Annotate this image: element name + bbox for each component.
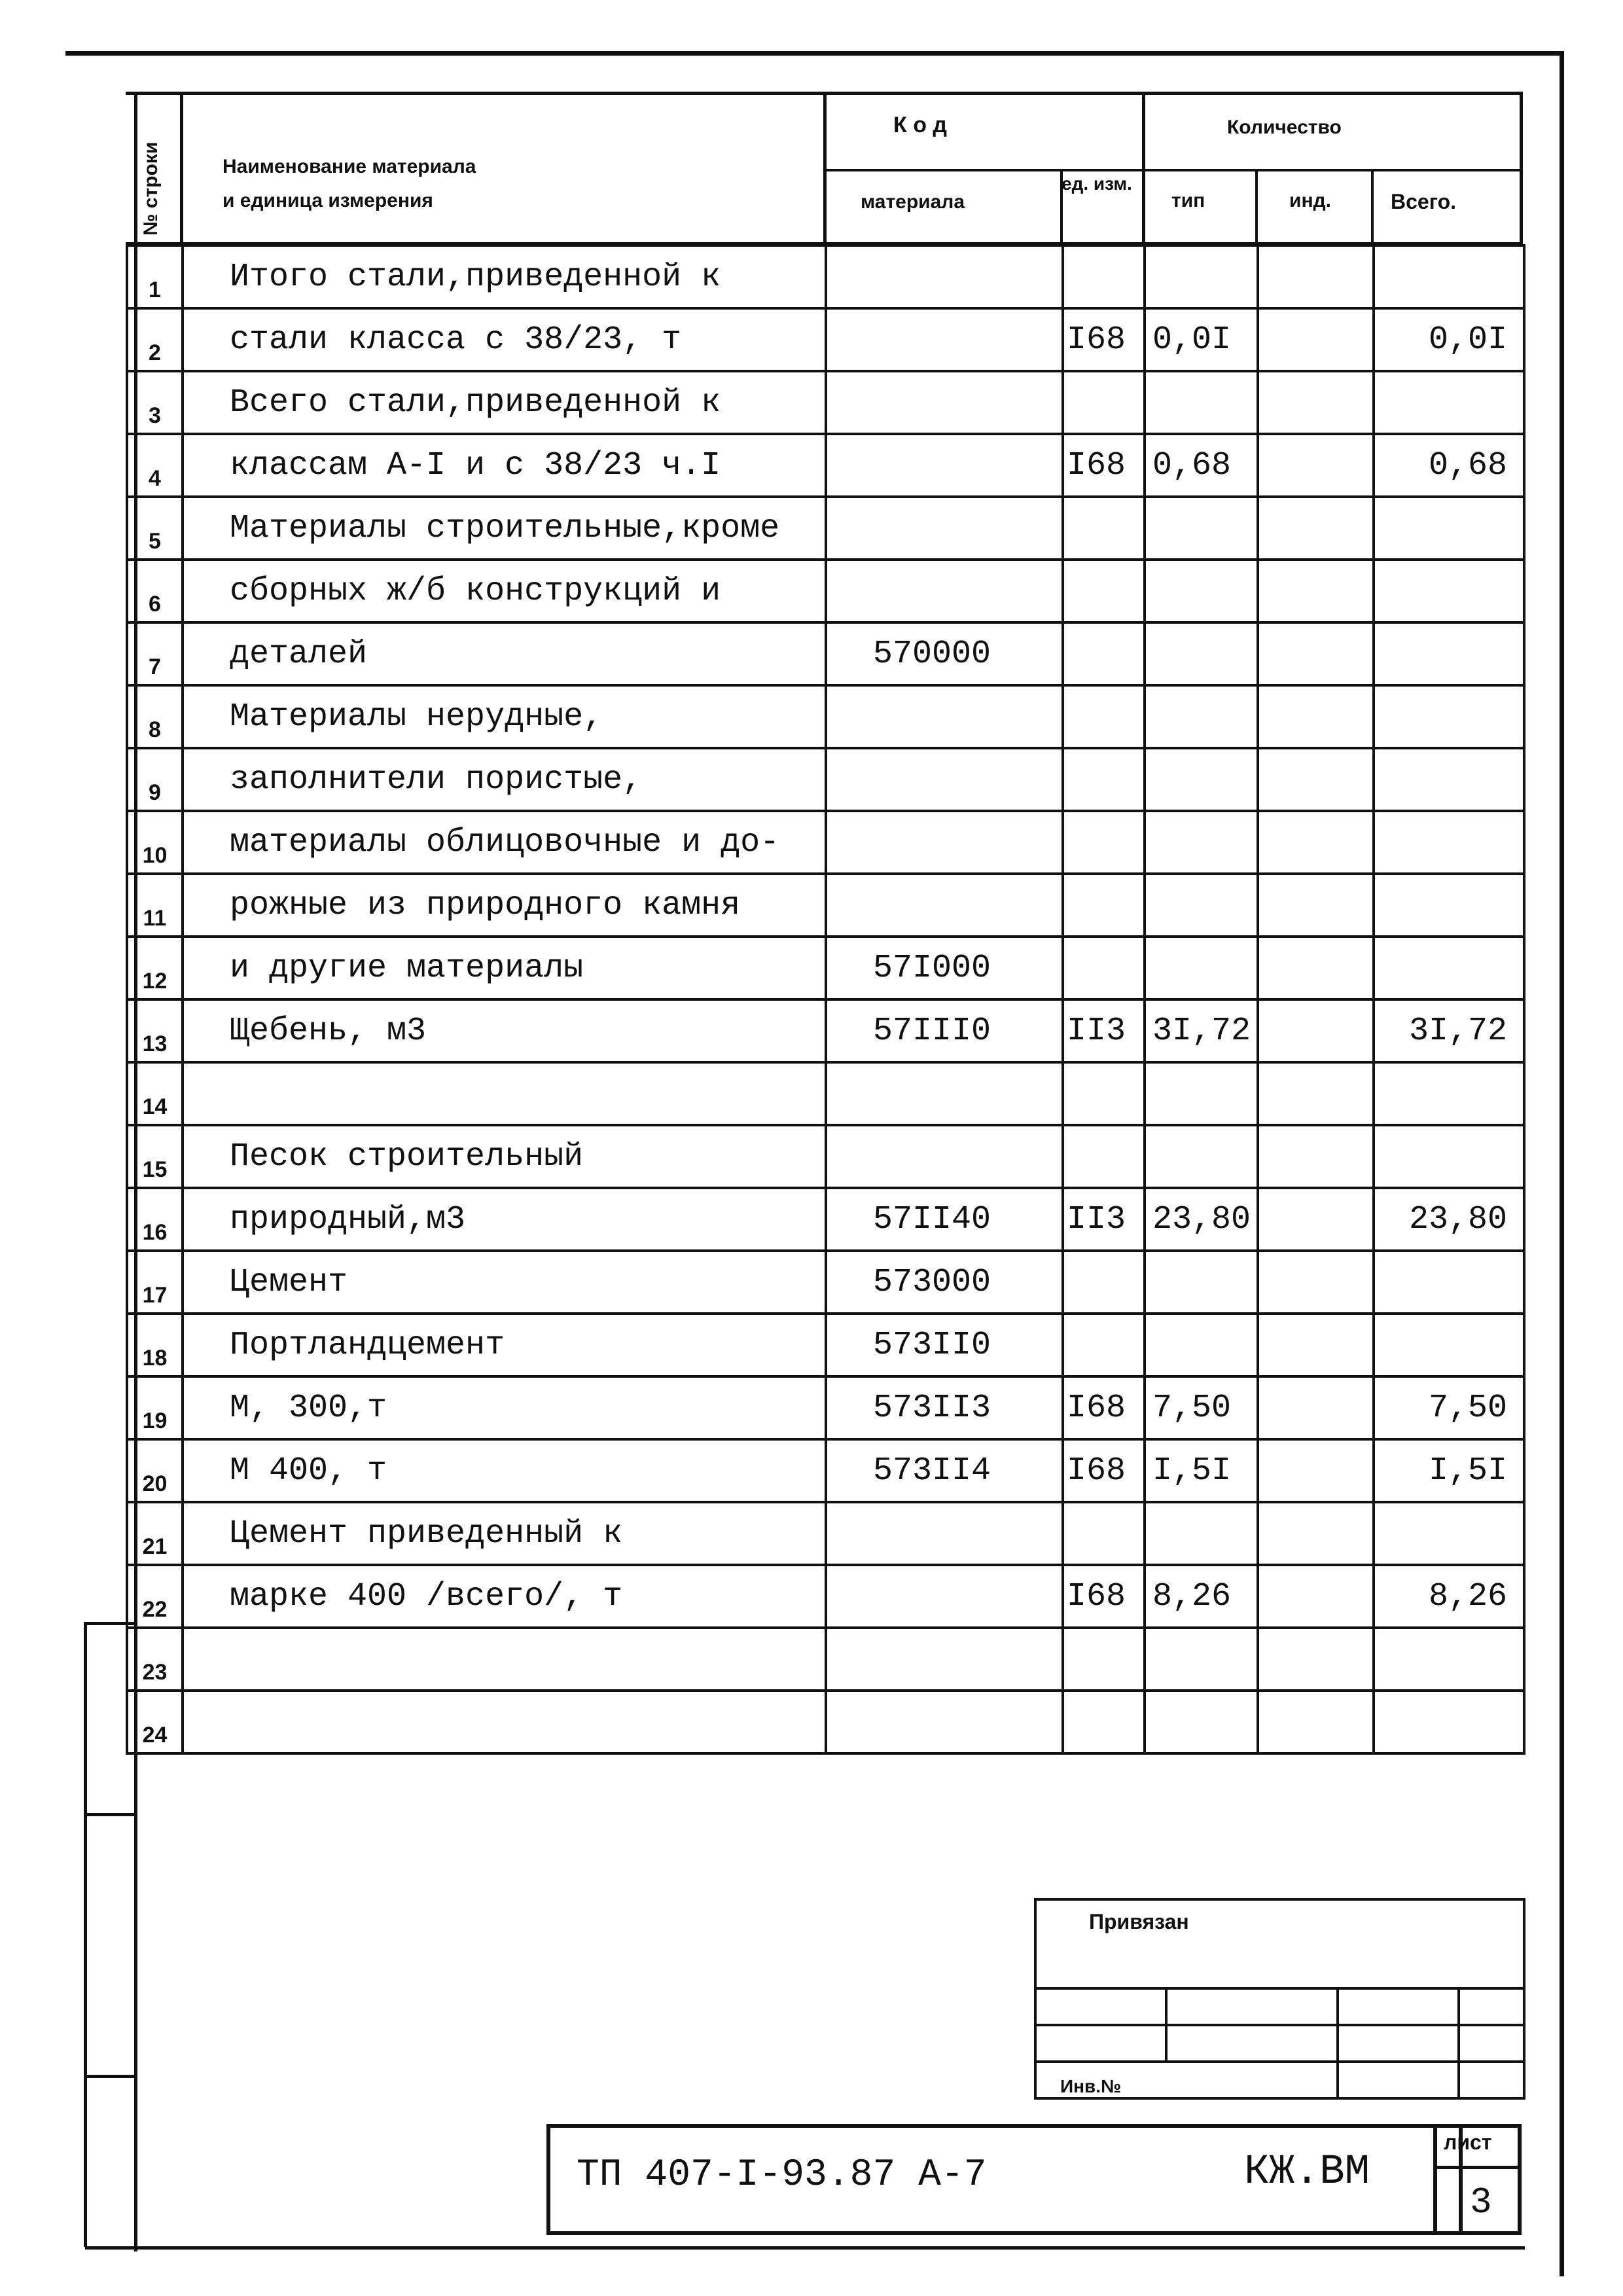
qty-typical	[1145, 937, 1258, 999]
qty-typical	[1145, 560, 1258, 622]
qty-typical	[1145, 371, 1258, 434]
qty-total	[1374, 1125, 1524, 1188]
qty-individual	[1258, 937, 1374, 999]
qty-individual	[1258, 1502, 1374, 1565]
qty-typical	[1145, 1251, 1258, 1314]
qty-typical	[1145, 1314, 1258, 1376]
material-name: Всего стали,приведенной к	[183, 371, 826, 434]
material-name: рожные из природного камня	[183, 874, 826, 937]
qty-typical: 0,0I	[1145, 308, 1258, 371]
material-name: природный,м3	[183, 1188, 826, 1251]
qty-total	[1374, 371, 1524, 434]
qty-typical	[1145, 1691, 1258, 1753]
row-number: 11	[127, 874, 183, 937]
margin-strip-divider-1	[84, 1813, 136, 1816]
qty-individual	[1258, 811, 1374, 874]
title-block	[546, 2124, 1463, 2235]
qty-total	[1374, 497, 1524, 560]
table-row	[127, 371, 1524, 434]
table-row	[127, 874, 1524, 937]
row-number: 12	[127, 937, 183, 999]
material-code: 57I000	[826, 937, 1063, 999]
qty-individual	[1258, 622, 1374, 685]
qty-individual	[1258, 245, 1374, 308]
unit-code	[1063, 1691, 1145, 1753]
qty-total: 7,50	[1374, 1376, 1524, 1439]
qty-individual	[1258, 874, 1374, 937]
material-name: М, 300,т	[183, 1376, 826, 1439]
unit-code	[1063, 622, 1145, 685]
qty-total	[1374, 874, 1524, 937]
table-row	[127, 811, 1524, 874]
material-name: Итого стали,приведенной к	[183, 245, 826, 308]
qty-typical	[1145, 874, 1258, 937]
row-number: 6	[127, 560, 183, 622]
unit-code	[1063, 1062, 1145, 1125]
row-number: 10	[127, 811, 183, 874]
unit-code: I68	[1063, 434, 1145, 497]
qty-total	[1374, 811, 1524, 874]
material-name: Материалы строительные,кроме	[183, 497, 826, 560]
table-row	[127, 245, 1524, 308]
row-number: 17	[127, 1251, 183, 1314]
qty-typical	[1145, 1062, 1258, 1125]
table-row	[127, 497, 1524, 560]
unit-code: II3	[1063, 1188, 1145, 1251]
sheet-label: лист	[1444, 2130, 1492, 2154]
unit-code	[1063, 371, 1145, 434]
qty-individual	[1258, 1062, 1374, 1125]
material-name: сборных ж/б конструкций и	[183, 560, 826, 622]
material-code	[826, 1565, 1063, 1628]
qty-individual	[1258, 1565, 1374, 1628]
table-row	[127, 937, 1524, 999]
material-name	[183, 1628, 826, 1691]
qty-total	[1374, 560, 1524, 622]
frame-right-line	[1560, 51, 1564, 2276]
table-row	[127, 1628, 1524, 1691]
qty-total	[1374, 1314, 1524, 1376]
material-name: Песок строительный	[183, 1125, 826, 1188]
qty-typical	[1145, 622, 1258, 685]
material-code	[826, 308, 1063, 371]
qty-typical	[1145, 1502, 1258, 1565]
material-name	[183, 1062, 826, 1125]
qty-typical	[1145, 1125, 1258, 1188]
row-number-header: № строки	[140, 141, 162, 236]
material-code: 57II40	[826, 1188, 1063, 1251]
qty-typical: 8,26	[1145, 1565, 1258, 1628]
material-name: Цемент	[183, 1251, 826, 1314]
qty-total	[1374, 1062, 1524, 1125]
row-number: 9	[127, 748, 183, 811]
row-number: 16	[127, 1188, 183, 1251]
material-name: Щебень, м3	[183, 999, 826, 1062]
table-row	[127, 999, 1524, 1062]
qty-individual	[1258, 308, 1374, 371]
qty-typical: 7,50	[1145, 1376, 1258, 1439]
unit-code	[1063, 937, 1145, 999]
unit-code: I68	[1063, 1439, 1145, 1502]
table-row	[127, 622, 1524, 685]
row-number: 15	[127, 1125, 183, 1188]
qty-individual	[1258, 1376, 1374, 1439]
table-row	[127, 1691, 1524, 1753]
qty-total	[1374, 1251, 1524, 1314]
qty-individual	[1258, 1125, 1374, 1188]
qty-individual	[1258, 560, 1374, 622]
unit-code: I68	[1063, 308, 1145, 371]
qty-individual	[1258, 497, 1374, 560]
material-code	[826, 811, 1063, 874]
row-number: 4	[127, 434, 183, 497]
material-name: деталей	[183, 622, 826, 685]
qty-total	[1374, 622, 1524, 685]
qty-ind-header: инд.	[1289, 190, 1331, 211]
row-number: 14	[127, 1062, 183, 1125]
qty-total	[1374, 937, 1524, 999]
material-code: 573II3	[826, 1376, 1063, 1439]
row-number: 2	[127, 308, 183, 371]
row-number: 7	[127, 622, 183, 685]
material-code	[826, 1062, 1063, 1125]
table-row	[127, 1565, 1524, 1628]
qty-total: I,5I	[1374, 1439, 1524, 1502]
qty-individual	[1258, 1439, 1374, 1502]
unit-code	[1063, 748, 1145, 811]
material-code	[826, 560, 1063, 622]
material-name: материалы облицовочные и до-	[183, 811, 826, 874]
unit-code: I68	[1063, 1376, 1145, 1439]
table-row	[127, 748, 1524, 811]
material-code: 573II4	[826, 1439, 1063, 1502]
row-number: 3	[127, 371, 183, 434]
row-number: 20	[127, 1439, 183, 1502]
unit-code: II3	[1063, 999, 1145, 1062]
attached-label: Привязан	[1089, 1910, 1189, 1933]
qty-typical	[1145, 245, 1258, 308]
qty-individual	[1258, 1691, 1374, 1753]
table-row	[127, 1314, 1524, 1376]
unit-code	[1063, 685, 1145, 748]
unit-code	[1063, 1125, 1145, 1188]
row-number: 8	[127, 685, 183, 748]
table-row	[127, 434, 1524, 497]
qty-total-header: Всего.	[1391, 190, 1457, 213]
material-code: 570000	[826, 622, 1063, 685]
unit-code	[1063, 1502, 1145, 1565]
qty-typical	[1145, 685, 1258, 748]
material-name: стали класса с 38/23, т	[183, 308, 826, 371]
qty-typical	[1145, 811, 1258, 874]
material-name: Портландцемент	[183, 1314, 826, 1376]
row-number: 22	[127, 1565, 183, 1628]
frame-top-line	[65, 51, 1564, 56]
qty-total	[1374, 748, 1524, 811]
material-name: заполнители пористые,	[183, 748, 826, 811]
materials-table	[126, 244, 1525, 1755]
qty-individual	[1258, 748, 1374, 811]
attached-stamp	[1034, 1898, 1525, 2100]
inventory-number-label: Инв.№	[1060, 2076, 1122, 2096]
qty-total	[1374, 1628, 1524, 1691]
table-row	[127, 308, 1524, 371]
material-code	[826, 434, 1063, 497]
code-group-header: К о д	[893, 113, 947, 137]
code-unit-header: ед. изм.	[1061, 173, 1132, 194]
material-code	[826, 1502, 1063, 1565]
table-row	[127, 1188, 1524, 1251]
name-header-line1: Наименование материала	[223, 156, 476, 177]
frame-bottom-line	[85, 2246, 1525, 2250]
row-number: 13	[127, 999, 183, 1062]
qty-total: 0,0I	[1374, 308, 1524, 371]
material-code: 57III0	[826, 999, 1063, 1062]
name-header-line2: и единица измерения	[223, 190, 433, 211]
material-code	[826, 685, 1063, 748]
unit-code	[1063, 497, 1145, 560]
document-code: ТП 407-I-93.87 А-7	[577, 2154, 987, 2197]
material-code	[826, 874, 1063, 937]
qty-total	[1374, 1691, 1524, 1753]
row-number: 21	[127, 1502, 183, 1565]
sheet-box	[1433, 2124, 1522, 2235]
material-name: Материалы нерудные,	[183, 685, 826, 748]
qty-individual	[1258, 999, 1374, 1062]
material-code	[826, 1691, 1063, 1753]
qty-individual	[1258, 1314, 1374, 1376]
material-code	[826, 1125, 1063, 1188]
row-number: 19	[127, 1376, 183, 1439]
unit-code	[1063, 874, 1145, 937]
row-number: 23	[127, 1628, 183, 1691]
unit-code	[1063, 245, 1145, 308]
table-row	[127, 1062, 1524, 1125]
table-row	[127, 1502, 1524, 1565]
qty-total: 3I,72	[1374, 999, 1524, 1062]
qty-individual	[1258, 371, 1374, 434]
material-name	[183, 1691, 826, 1753]
material-name: М 400, т	[183, 1439, 826, 1502]
table-row	[127, 685, 1524, 748]
unit-code	[1063, 1314, 1145, 1376]
table-row	[127, 1125, 1524, 1188]
qty-typical: 3I,72	[1145, 999, 1258, 1062]
qty-individual	[1258, 685, 1374, 748]
qty-total	[1374, 245, 1524, 308]
qty-individual	[1258, 434, 1374, 497]
qty-total	[1374, 1502, 1524, 1565]
sheet-number: 3	[1470, 2181, 1492, 2223]
material-code	[826, 497, 1063, 560]
material-code	[826, 371, 1063, 434]
unit-code: I68	[1063, 1565, 1145, 1628]
material-name: и другие материалы	[183, 937, 826, 999]
qty-group-header: Количество	[1227, 117, 1342, 138]
row-number: 24	[127, 1691, 183, 1753]
table-row	[127, 1439, 1524, 1502]
qty-total: 0,68	[1374, 434, 1524, 497]
qty-individual	[1258, 1628, 1374, 1691]
code-material-header: материала	[861, 191, 965, 213]
table-row	[127, 1251, 1524, 1314]
qty-typical: 0,68	[1145, 434, 1258, 497]
material-name: марке 400 /всего/, т	[183, 1565, 826, 1628]
qty-typical: I,5I	[1145, 1439, 1258, 1502]
unit-code	[1063, 560, 1145, 622]
material-name: Цемент приведенный к	[183, 1502, 826, 1565]
row-number: 1	[127, 245, 183, 308]
margin-strip-outer	[84, 1622, 87, 2247]
material-code	[826, 245, 1063, 308]
qty-total: 8,26	[1374, 1565, 1524, 1628]
material-name: классам А-I и с 38/23 ч.I	[183, 434, 826, 497]
qty-typical	[1145, 748, 1258, 811]
qty-typ-header: тип	[1171, 190, 1205, 211]
material-code	[826, 748, 1063, 811]
unit-code	[1063, 1251, 1145, 1314]
margin-strip-divider-2	[84, 2075, 136, 2078]
qty-individual	[1258, 1188, 1374, 1251]
material-code: 573000	[826, 1251, 1063, 1314]
material-code: 573II0	[826, 1314, 1063, 1376]
qty-typical	[1145, 1628, 1258, 1691]
table-row	[127, 1376, 1524, 1439]
table-row	[127, 560, 1524, 622]
unit-code	[1063, 1628, 1145, 1691]
qty-total	[1374, 685, 1524, 748]
qty-individual	[1258, 1251, 1374, 1314]
row-number: 18	[127, 1314, 183, 1376]
unit-code	[1063, 811, 1145, 874]
qty-typical	[1145, 497, 1258, 560]
drawing-mark: КЖ.ВМ	[1244, 2149, 1370, 2196]
material-code	[826, 1628, 1063, 1691]
qty-total: 23,80	[1374, 1188, 1524, 1251]
row-number: 5	[127, 497, 183, 560]
qty-typical: 23,80	[1145, 1188, 1258, 1251]
